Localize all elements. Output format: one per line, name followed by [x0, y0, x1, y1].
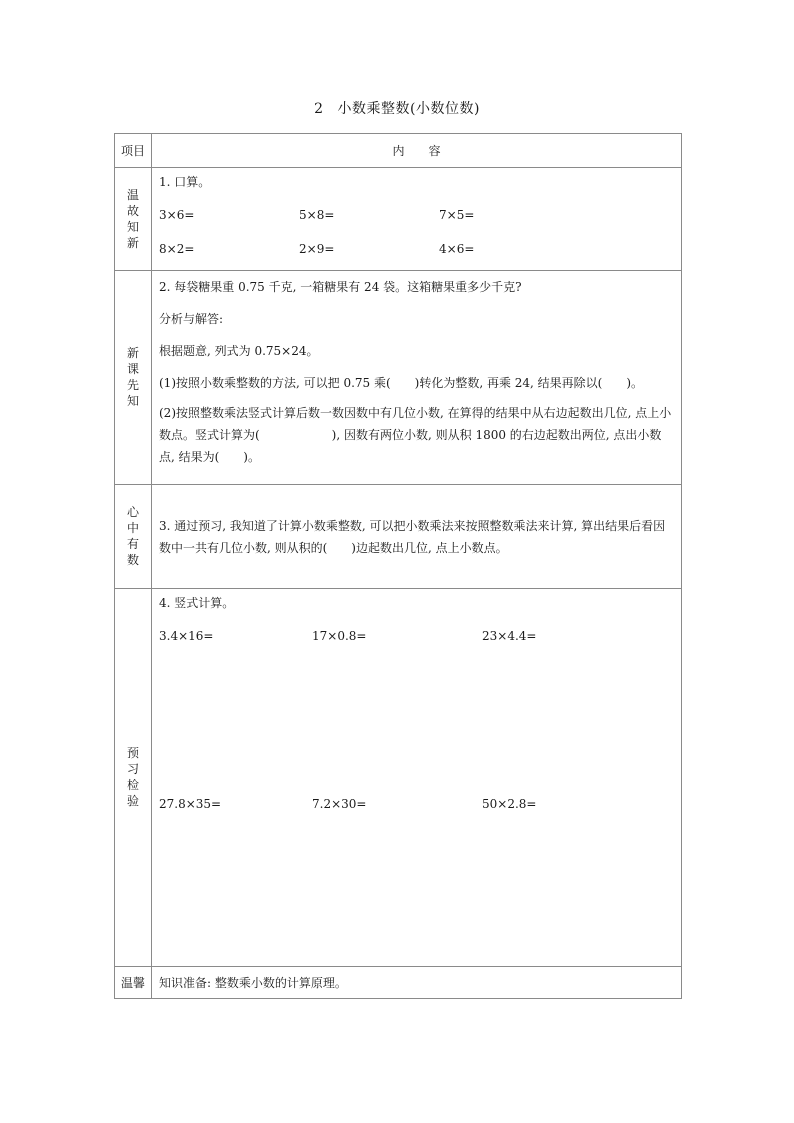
- check-item: 7.2×30=: [312, 797, 367, 811]
- check-content-cell: [152, 589, 682, 967]
- header-content-label-b: 容: [428, 143, 441, 158]
- review-item: 2×9=: [299, 242, 335, 256]
- reflection-row: [115, 485, 682, 589]
- new-lesson-analysis: 分析与解答:: [159, 312, 224, 326]
- new-lesson-formula: 根据题意, 列式为 0.75×24。: [159, 344, 319, 358]
- reflection-text: 3. 通过预习, 我知道了计算小数乘整数, 可以把小数乘法来按照整数乘法来计算, 算出结果后看因数中一共有几位小数, 则从积的( )边起数出几位, 点上小数点。: [159, 518, 666, 555]
- reflection-content-cell: [152, 485, 682, 589]
- header-row: [115, 134, 682, 168]
- lesson-title: 小数乘整数(小数位数): [337, 101, 480, 117]
- new-lesson-content-cell: [152, 271, 682, 485]
- check-row-2: [159, 795, 673, 813]
- reflection-label: 心中有数: [126, 505, 139, 567]
- check-row: [115, 589, 682, 967]
- tip-content-cell: [152, 967, 682, 999]
- worksheet-table: [114, 133, 682, 999]
- check-label-cell: [115, 589, 152, 967]
- new-lesson-step-1: (1)按照小数乘整数的方法, 可以把 0.75 乘( )转化为整数, 再乘 24, 结果再除以( )。: [159, 376, 644, 390]
- page-title: [0, 98, 794, 118]
- review-row-2: [159, 240, 673, 258]
- lesson-number: 2: [314, 101, 324, 117]
- new-lesson-step-2: (2)按照整数乘法竖式计算后数一数因数中有几位小数, 在算得的结果中从右边起数出几位, 点上小数点。竖式计算为( ), 因数有两位小数, 则从积 1800 的右边起数出两位, 点出小数点, 结果为( )。: [159, 406, 672, 464]
- review-heading: 1. 口算。: [159, 175, 211, 189]
- check-label: 预习检验: [126, 746, 139, 808]
- check-item: 23×4.4=: [482, 629, 537, 643]
- check-row-1: [159, 627, 673, 645]
- check-item: 27.8×35=: [159, 797, 222, 811]
- header-item-label: 项目: [120, 143, 145, 158]
- new-lesson-row: [115, 271, 682, 485]
- review-item: 7×5=: [439, 208, 475, 222]
- review-item: 5×8=: [299, 208, 335, 222]
- review-label-cell: [115, 168, 152, 271]
- tip-label-cell: [115, 967, 152, 999]
- review-item: 4×6=: [439, 242, 475, 256]
- tip-text: 知识准备: 整数乘小数的计算原理。: [159, 975, 347, 990]
- review-item: 8×2=: [159, 242, 195, 256]
- review-content-cell: [152, 168, 682, 271]
- tip-row: [115, 967, 682, 999]
- header-content-label-a: 内: [392, 143, 405, 158]
- review-label: 温故知新: [126, 187, 139, 250]
- header-item-cell: [115, 134, 152, 168]
- reflection-label-cell: [115, 485, 152, 589]
- header-content-cell: [152, 134, 682, 168]
- review-row: [115, 168, 682, 271]
- review-item: 3×6=: [159, 208, 195, 222]
- check-heading: 4. 竖式计算。: [159, 596, 235, 610]
- new-lesson-label-cell: [115, 271, 152, 485]
- check-item: 3.4×16=: [159, 629, 214, 643]
- check-item: 50×2.8=: [482, 797, 537, 811]
- review-row-1: [159, 206, 673, 224]
- new-lesson-question: 2. 每袋糖果重 0.75 千克, 一箱糖果有 24 袋。这箱糖果重多少千克?: [159, 280, 522, 294]
- check-item: 17×0.8=: [312, 629, 367, 643]
- new-lesson-label: 新课先知: [126, 346, 139, 408]
- tip-label: 温馨: [120, 975, 145, 990]
